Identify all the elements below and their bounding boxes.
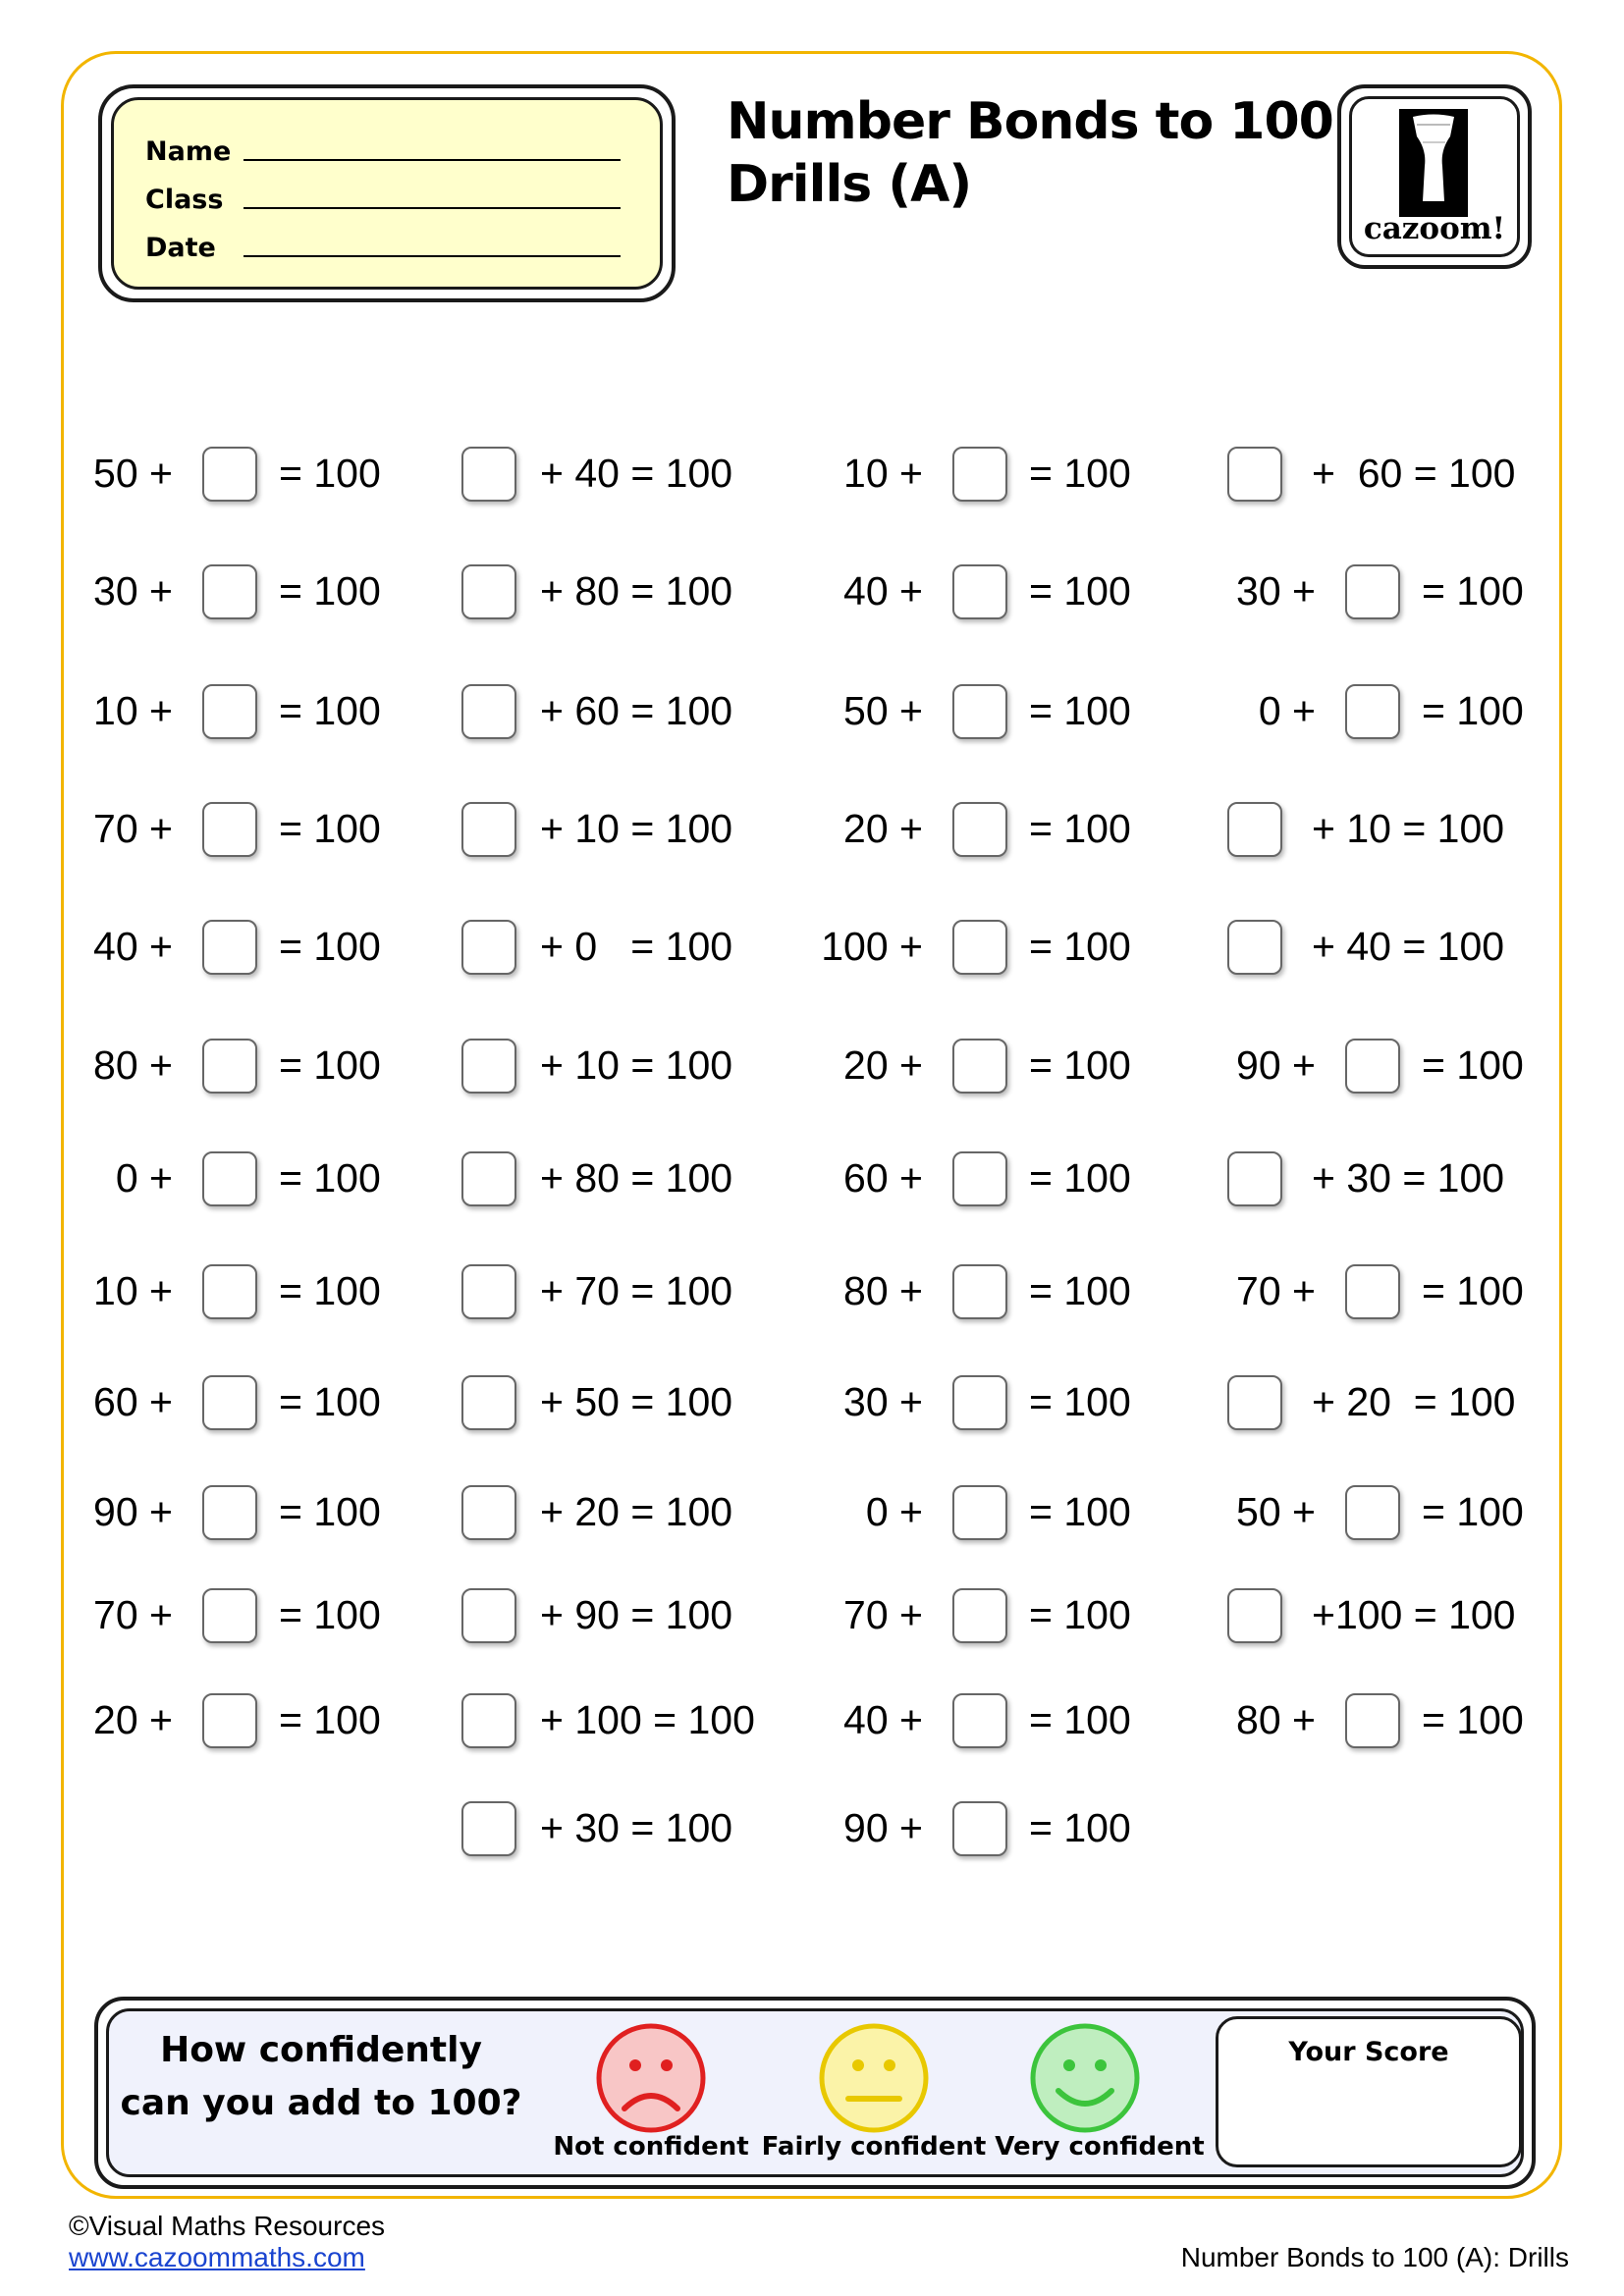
problem-item [0,561,1624,620]
problem-equation-text: = 100 [279,1042,381,1088]
problem-equation-text: = 100 [279,1379,381,1424]
problem-addend-text: 100 + [821,924,923,969]
footer-doc-title: Number Bonds to 100 (A): Drills [1180,2242,1569,2272]
problem-item [0,1148,1624,1207]
student-info-box [98,84,676,302]
answer-box[interactable] [1345,564,1400,619]
problem-addend-text: 50 + [93,451,173,496]
answer-box[interactable] [1345,1264,1400,1319]
problem-equation-text: = 100 [279,1268,381,1313]
problem-equation-text: + 20 = 100 [540,1489,733,1534]
problem-equation-text: = 100 [1029,688,1131,733]
footer-left [69,2211,385,2273]
answer-box[interactable] [1227,802,1282,857]
neutral-face-icon [818,2022,930,2134]
problem-addend-text: 90 + [843,1805,923,1850]
answer-box[interactable] [1345,1693,1400,1748]
answer-box[interactable] [1227,447,1282,502]
class-label: Class [145,185,224,215]
problem-addend-text: 30 + [93,568,173,614]
cazoom-logo [1337,84,1532,269]
problem-equation-text: = 100 [279,924,381,969]
problem-equation-text: = 100 [279,806,381,851]
problem-equation-text: + 10 = 100 [1312,806,1505,851]
problem-equation-text: + 40 = 100 [540,451,733,496]
class-row [145,186,621,215]
problem-equation-text: = 100 [279,1489,381,1534]
problem-equation-text: = 100 [1029,1155,1131,1201]
problem-equation-text: = 100 [1029,1379,1131,1424]
answer-box[interactable] [1227,920,1282,975]
score-label: Your Score [1288,2037,1449,2067]
problem-addend-text: 0 + [865,1489,923,1534]
problem-addend-text: 40 + [93,924,173,969]
problem-equation-text: + 10 = 100 [540,1042,733,1088]
problem-equation-text: = 100 [1029,568,1131,614]
answer-box[interactable] [1345,684,1400,739]
problem-equation-text: = 100 [1422,568,1524,614]
djembe-drum-icon [1352,103,1515,221]
answer-box[interactable] [1345,1039,1400,1094]
answer-box[interactable] [952,1801,1007,1856]
problem-addend-text: 0 + [1258,688,1316,733]
problem-equation-text: + 50 = 100 [540,1379,733,1424]
problem-addend-text: 20 + [843,1042,923,1088]
copyright-text: ©Visual Maths Resources [69,2211,386,2241]
problem-equation-text: + 10 = 100 [540,806,733,851]
problem-item [0,799,1624,858]
name-field[interactable] [244,157,621,161]
problem-addend-text: 40 + [843,568,923,614]
problem-equation-text: = 100 [1422,1489,1524,1534]
fairly-confident-face[interactable] [761,2022,987,2134]
problem-addend-text: 30 + [1236,568,1316,614]
date-label: Date [145,233,216,263]
page-border [61,51,1562,2199]
problem-equation-text: = 100 [1422,1268,1524,1313]
score-box[interactable] [1216,2016,1522,2167]
problem-addend-text: 30 + [843,1379,923,1424]
problem-item [0,1798,1624,1857]
problem-equation-text: = 100 [1422,688,1524,733]
fairly-confident-label: Fairly confident [761,2132,987,2162]
problem-equation-text: = 100 [279,688,381,733]
very-confident-face[interactable] [972,2022,1198,2134]
problem-addend-text: 70 + [93,1592,173,1637]
problem-addend-text: 70 + [1236,1268,1316,1313]
problem-addend-text: 20 + [93,1697,173,1742]
problem-addend-text: 80 + [843,1268,923,1313]
question-line-1: How confidently [160,2030,482,2070]
problem-equation-text: + 60 = 100 [1312,451,1516,496]
problem-item [0,1482,1624,1541]
problem-equation-text: = 100 [1029,1268,1131,1313]
problem-addend-text: 10 + [93,688,173,733]
problem-item [0,1585,1624,1644]
problem-addend-text: 70 + [93,806,173,851]
page-title [727,90,1335,216]
problem-addend-text: 50 + [843,688,923,733]
problem-equation-text: = 100 [279,1697,381,1742]
problem-item [0,1261,1624,1320]
problem-addend-text: 50 + [1236,1489,1316,1534]
problem-equation-text: + 20 = 100 [1312,1379,1516,1424]
problem-item [0,681,1624,740]
problem-equation-text: = 100 [279,1155,381,1201]
not-confident-face[interactable] [538,2022,764,2134]
problem-equation-text: + 80 = 100 [540,568,733,614]
problem-equation-text: + 100 = 100 [540,1697,755,1742]
answer-box[interactable] [1345,1485,1400,1540]
problem-equation-text: +100 = 100 [1312,1592,1516,1637]
problem-equation-text: = 100 [1422,1697,1524,1742]
problem-item [0,444,1624,503]
problem-equation-text: = 100 [279,568,381,614]
problem-equation-text: + 80 = 100 [540,1155,733,1201]
problem-equation-text: = 100 [1029,1697,1131,1742]
problem-equation-text: = 100 [1029,1489,1131,1534]
problem-equation-text: = 100 [1029,924,1131,969]
logo-text: cazoom! [1363,211,1506,246]
problem-addend-text: 0 + [115,1155,173,1201]
not-confident-label: Not confident [553,2132,749,2162]
problem-item [0,1372,1624,1431]
problem-equation-text: = 100 [1029,806,1131,851]
answer-box[interactable] [1227,1151,1282,1206]
problem-addend-text: 40 + [843,1697,923,1742]
problem-addend-text: 60 + [93,1379,173,1424]
happy-face-icon [1029,2022,1141,2134]
name-label: Name [145,136,232,167]
name-row [145,137,621,167]
problem-equation-text: = 100 [1029,451,1131,496]
problem-addend-text: 90 + [1236,1042,1316,1088]
problem-equation-text: + 30 = 100 [1312,1155,1505,1201]
problem-addend-text: 10 + [843,451,923,496]
answer-box[interactable] [1227,1588,1282,1643]
problem-equation-text: + 40 = 100 [1312,924,1505,969]
problem-equation-text: + 0 = 100 [540,924,733,969]
very-confident-label: Very confident [995,2132,1205,2162]
problem-addend-text: 20 + [843,806,923,851]
class-field[interactable] [244,205,621,209]
problem-addend-text: 70 + [843,1592,923,1637]
date-row [145,234,621,263]
question-line-2: can you add to 100? [120,2083,522,2123]
title-line-2: Drills (A) [727,155,972,214]
confidence-question [110,2024,532,2130]
problem-equation-text: = 100 [279,451,381,496]
problem-equation-text: = 100 [1029,1042,1131,1088]
website-link[interactable]: www.cazoommaths.com [69,2242,365,2272]
problem-addend-text: 80 + [93,1042,173,1088]
problem-addend-text: 60 + [843,1155,923,1201]
sad-face-icon [595,2022,707,2134]
problem-equation-text: = 100 [1029,1592,1131,1637]
problem-addend-text: 10 + [93,1268,173,1313]
problem-equation-text: = 100 [1422,1042,1524,1088]
problem-item [0,1036,1624,1095]
date-field[interactable] [244,253,621,257]
answer-box[interactable] [1227,1375,1282,1430]
problem-equation-text: = 100 [1029,1805,1131,1850]
problem-addend-text: 80 + [1236,1697,1316,1742]
problem-item [0,1690,1624,1749]
problem-equation-text: = 100 [279,1592,381,1637]
problem-item [0,917,1624,976]
problem-equation-text: + 70 = 100 [540,1268,733,1313]
problem-equation-text: + 90 = 100 [540,1592,733,1637]
problem-equation-text: + 30 = 100 [540,1805,733,1850]
problem-equation-text: + 60 = 100 [540,688,733,733]
title-line-1: Number Bonds to 100 [727,92,1333,151]
problem-addend-text: 90 + [93,1489,173,1534]
